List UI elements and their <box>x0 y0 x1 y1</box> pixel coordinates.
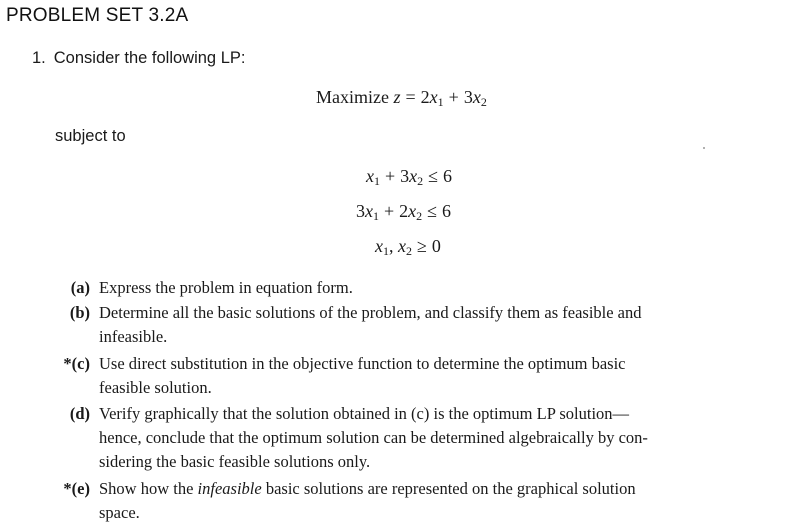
var-x2: x <box>472 87 481 107</box>
coef-1: 3 <box>356 201 365 221</box>
part-line: hence, conclude that the optimum solution can be determined algebraically by con- <box>99 428 648 447</box>
var-x1: x <box>366 166 374 186</box>
sub-1: 1 <box>437 95 444 109</box>
constraint-1 <box>366 166 452 187</box>
part-label: (b) <box>69 303 90 322</box>
sub-2: 2 <box>417 174 424 188</box>
coef-2: 3 <box>463 87 473 107</box>
var-x1: x <box>429 87 438 107</box>
sub-2: 2 <box>480 95 487 109</box>
part-text <box>99 352 774 400</box>
relation-sign: ≥ <box>417 236 427 256</box>
text-segment: basic solutions are represented on the graphical solution <box>261 479 636 498</box>
relation-sign: ≤ <box>427 201 438 221</box>
part-line: Express the problem in equation form. <box>99 278 353 297</box>
var-x1: x <box>375 236 383 256</box>
rhs-value: 0 <box>431 236 441 256</box>
part-label: *(c) <box>63 354 90 373</box>
speck <box>703 147 705 149</box>
objective-label: Maximize <box>316 87 389 107</box>
problem-statement <box>32 49 245 68</box>
problem-set-heading: PROBLEM SET 3.2A <box>6 5 189 26</box>
part-line: feasible solution. <box>99 378 212 397</box>
plus-sign: + <box>448 87 459 107</box>
part-line: Use direct substitution in the objective function to determine the optimum basic <box>99 354 626 373</box>
objective-function <box>316 87 487 108</box>
problem-intro: Consider the following LP: <box>53 49 246 67</box>
constraint-2 <box>356 201 451 222</box>
part-label: *(e) <box>63 479 90 498</box>
part-line: Verify graphically that the solution obtained in (c) is the optimum LP solution— <box>99 404 630 423</box>
var-x1: x <box>365 201 373 221</box>
part-line <box>99 477 774 501</box>
sub-2: 2 <box>416 209 423 223</box>
sub-1: 1 <box>383 244 389 258</box>
nonnegativity-constraint <box>375 236 441 257</box>
var-x2: x <box>409 166 418 186</box>
sub-1: 1 <box>373 209 379 223</box>
part-line: infeasible. <box>99 327 168 346</box>
plus-sign: + <box>384 201 395 221</box>
coef-1: 2 <box>420 87 430 107</box>
sub-1: 1 <box>374 174 380 188</box>
part-line: space. <box>99 503 140 522</box>
part-line: Determine all the basic solutions of the problem, and classify them as feasible and <box>99 303 642 322</box>
emphasized-word: infeasible <box>197 479 262 498</box>
comma: , <box>389 236 394 256</box>
part-text <box>99 402 774 474</box>
equals-sign: = <box>405 87 416 107</box>
plus-sign: + <box>385 166 396 186</box>
subject-to-label: subject to <box>55 127 126 145</box>
var-x2: x <box>408 201 417 221</box>
problem-number: 1. <box>32 49 46 67</box>
rhs-value: 6 <box>442 201 452 221</box>
text-segment: Show how the <box>99 479 198 498</box>
rhs-value: 6 <box>443 166 453 186</box>
part-text <box>99 276 774 300</box>
objective-variable: z <box>393 87 401 107</box>
part-label: (d) <box>69 404 90 423</box>
relation-sign: ≤ <box>428 166 439 186</box>
var-x2: x <box>398 236 406 256</box>
part-text <box>99 477 774 525</box>
coef-2: 2 <box>399 201 409 221</box>
part-line: sidering the basic feasible solutions only. <box>99 452 371 471</box>
sub-2: 2 <box>406 244 412 258</box>
coef-2: 3 <box>400 166 410 186</box>
part-text <box>99 301 774 349</box>
part-label: (a) <box>70 278 90 297</box>
